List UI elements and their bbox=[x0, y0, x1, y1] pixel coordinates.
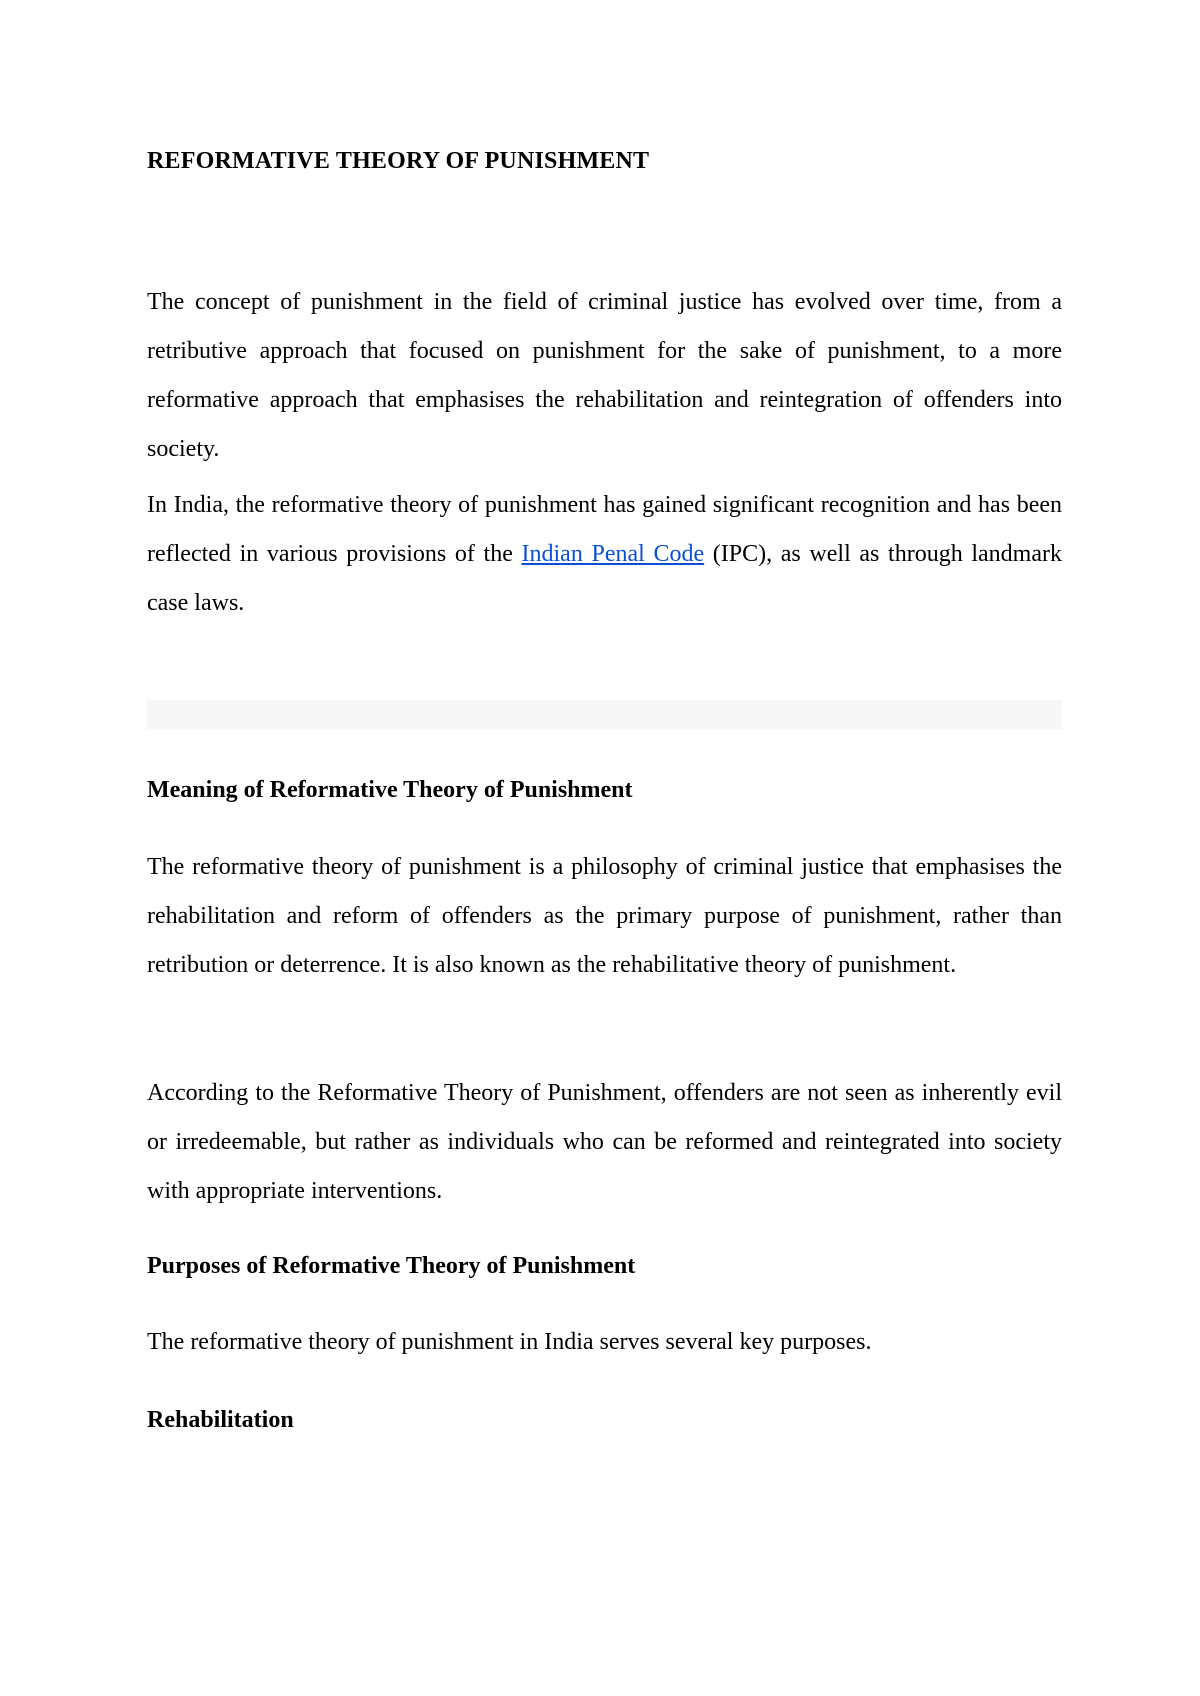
purposes-paragraph: The reformative theory of punishment in India serves several key purposes. bbox=[147, 1329, 872, 1355]
meaning-paragraph-1: The reformative theory of punishment is a philosophy of criminal justice that emphasises the rehabilitation and reform of offenders as the primary purpose of punishment, rather than retribution or deterrence. It is also known as the rehabilitative theory of punishment. bbox=[147, 854, 1062, 978]
purposes-heading: Purposes of Reformative Theory of Punishment bbox=[147, 1253, 636, 1279]
document-title: REFORMATIVE THEORY OF PUNISHMENT bbox=[147, 148, 650, 174]
india-paragraph-text-end: (IPC), as well as through landmark case laws. bbox=[147, 541, 1062, 616]
meaning-heading: Meaning of Reformative Theory of Punishment bbox=[147, 777, 633, 803]
meaning-paragraph-2: According to the Reformative Theory of Punishment, offenders are not seen as inherently evil or irredeemable, but rather as individuals who can be reformed and reintegrated into society with appropriate interventions. bbox=[147, 1080, 1062, 1204]
india-paragraph bbox=[147, 481, 1062, 628]
intro-paragraph: The concept of punishment in the field of criminal justice has evolved over time, from a retributive approach that focused on punishment for the sake of punishment, to a more reformative approach that emphasises the rehabilitation and reintegration of offenders into society. bbox=[147, 289, 1062, 462]
indian-penal-code-link[interactable]: Indian Penal Code bbox=[521, 541, 705, 567]
separator-band bbox=[147, 700, 1062, 729]
india-paragraph-text-start: In India, the reformative theory of punishment has gained significant recognition and has been reflected in various provisions of the bbox=[147, 492, 1062, 567]
rehabilitation-heading: Rehabilitation bbox=[147, 1407, 294, 1433]
